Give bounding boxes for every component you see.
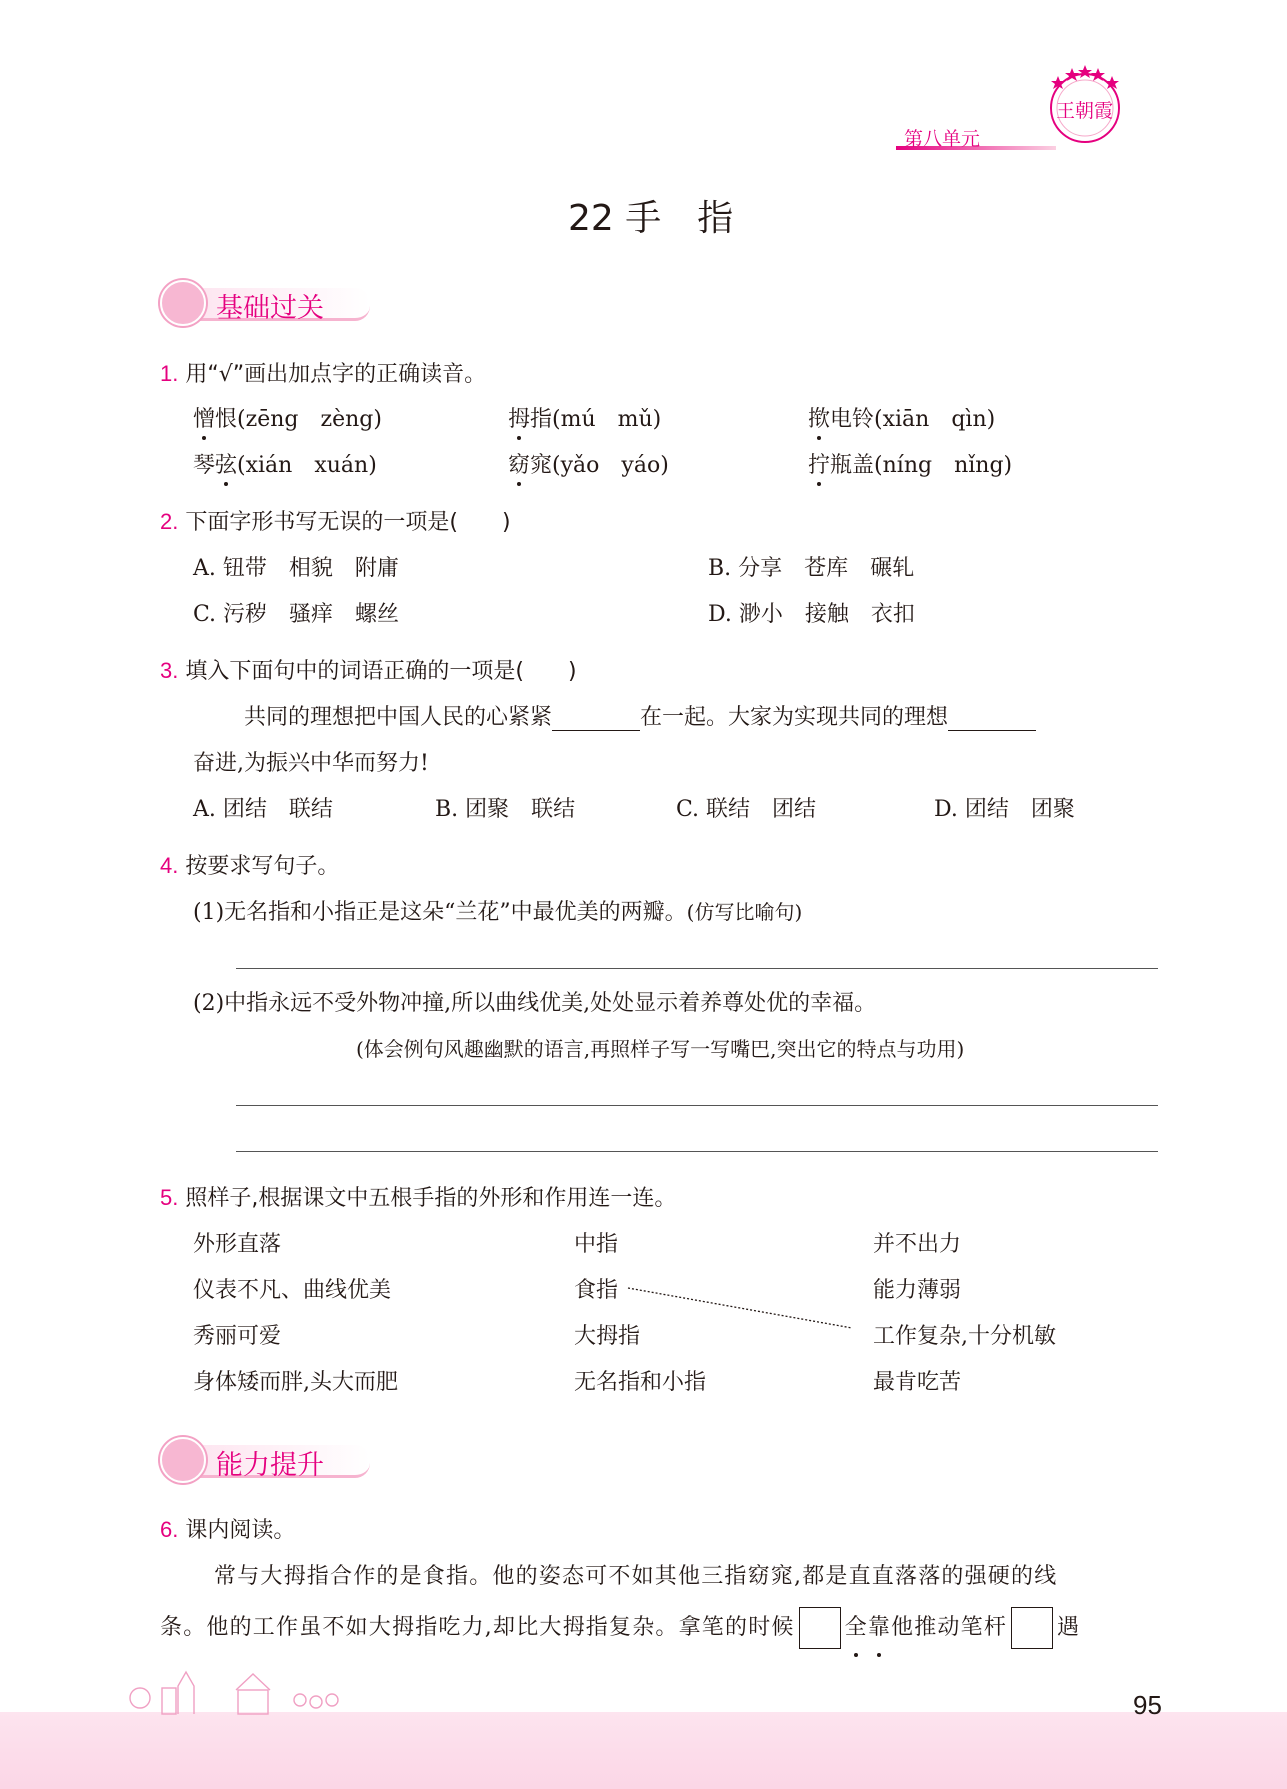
badge-face-icon <box>160 1437 206 1483</box>
q4-number: 4. <box>160 853 179 878</box>
q6-prompt <box>160 1513 295 1544</box>
section-basic-label: 基础过关 <box>216 293 324 324</box>
q3-text: 填入下面句中的词语正确的一项是( ) <box>185 659 577 684</box>
q3-sentence-line1: 共同的理想把中国人民的心紧紧 在一起。大家为实现共同的理想 <box>244 700 1036 731</box>
q2-number: 2. <box>160 509 179 534</box>
q2-option-b: B. 分享 苍库 碾轧 <box>708 556 915 581</box>
q5-example-connector <box>620 1280 860 1330</box>
q5-col1-item: 秀丽可爱 <box>193 1324 282 1349</box>
q5-col2-item: 无名指和小指 <box>574 1370 707 1395</box>
q1-item-6: 拧瓶盖(níng nǐng) <box>808 448 1012 479</box>
q1-item-3: 揿电铃(xiān qìn) <box>808 402 995 433</box>
q4-sentence-2: (2)中指永远不受外物冲撞,所以曲线优美,处处显示着养尊处优的幸福。 <box>193 991 877 1016</box>
q6-punct-box-2[interactable] <box>1011 1607 1053 1649</box>
q3-option-d: D. 团结 团聚 <box>934 797 1075 822</box>
page-number: 95 <box>1133 1690 1162 1720</box>
page-title: 22 手 指 <box>568 198 734 239</box>
section-ability-badge <box>160 1437 380 1481</box>
q3-number: 3. <box>160 658 179 683</box>
brand-name: 王朝霞 <box>1056 100 1114 122</box>
q6-paragraph-line2: 条。他的工作虽不如大拇指吃力,却比大拇指复杂。拿笔的时候 全靠他推动笔杆 遇 <box>160 1606 1080 1650</box>
q6-text-after: 他推动笔杆 <box>891 1615 1008 1640</box>
q5-col2-item: 中指 <box>574 1232 619 1257</box>
q5-number: 5. <box>160 1185 179 1210</box>
q5-prompt <box>160 1181 676 1212</box>
q5-col2-item: 大拇指 <box>574 1324 641 1349</box>
q2-text: 下面字形书写无误的一项是( ) <box>185 510 511 535</box>
badge-face-icon <box>160 280 206 326</box>
q1-item-2: 拇指(mú mǔ) <box>508 402 661 433</box>
q5-col3-item: 并不出力 <box>873 1232 962 1257</box>
q3-prompt <box>160 654 577 685</box>
q6-number: 6. <box>160 1517 179 1542</box>
q5-col1-item: 身体矮而胖,头大而肥 <box>193 1370 398 1395</box>
q3-sentence-line2: 奋进,为振兴中华而努力! <box>193 751 429 776</box>
brand-logo <box>1040 58 1130 148</box>
q1-item-4: 琴弦(xián xuán) <box>193 448 377 479</box>
q5-col3-item: 能力薄弱 <box>873 1278 962 1303</box>
q6-paragraph-line1: 常与大拇指合作的是食指。他的姿态可不如其他三指窈窕,都是直直落落的强硬的线 <box>214 1564 1058 1589</box>
q3-option-b: B. 团聚 联结 <box>435 797 576 822</box>
q2-prompt <box>160 505 511 536</box>
q2-option-d: D. 渺小 接触 衣扣 <box>708 602 915 627</box>
q2-option-c: C. 污秽 骚痒 螺丝 <box>193 602 400 627</box>
q4-text: 按要求写句子。 <box>185 854 340 879</box>
q1-item-1: 憎恨(zēng zèng) <box>193 402 382 433</box>
section-ability-label: 能力提升 <box>216 1450 324 1481</box>
footer-band <box>0 1712 1287 1789</box>
q5-col3-item: 最肯吃苦 <box>873 1370 962 1395</box>
q1-text: 用“√”画出加点字的正确读音。 <box>185 362 487 387</box>
q1-number: 1. <box>160 361 179 386</box>
q3-blank-2[interactable] <box>948 708 1036 731</box>
q5-col1-item: 仪表不凡、曲线优美 <box>193 1278 392 1303</box>
q1-item-5: 窈窕(yǎo yáo) <box>508 448 669 479</box>
unit-label: 第八单元 <box>904 128 981 150</box>
q3-option-c: C. 联结 团结 <box>676 797 817 822</box>
q4-hint-2: (体会例句风趣幽默的语言,再照样子写一写嘴巴,突出它的特点与功用) <box>356 1037 965 1061</box>
q4-answer-line-2[interactable] <box>236 1105 1158 1106</box>
q6-text: 课内阅读。 <box>185 1518 296 1543</box>
q5-col2-item: 食指 <box>574 1278 619 1303</box>
q4-answer-line-3[interactable] <box>236 1151 1158 1152</box>
q4-answer-line-1[interactable] <box>236 968 1158 969</box>
q5-col1-item: 外形直落 <box>193 1232 282 1257</box>
q3-option-a: A. 团结 联结 <box>193 797 333 822</box>
footer-castle-decoration <box>120 1658 420 1718</box>
q1-prompt <box>160 357 486 388</box>
q3-blank-1[interactable] <box>552 708 640 731</box>
q2-option-a: A. 钮带 相貌 附庸 <box>193 556 399 581</box>
q6-punct-box-1[interactable] <box>799 1607 841 1649</box>
section-basic-badge <box>160 280 380 324</box>
q5-col3-item: 工作复杂,十分机敏 <box>873 1324 1056 1349</box>
q4-prompt <box>160 849 339 880</box>
q5-text: 照样子,根据课文中五根手指的外形和作用连一连。 <box>185 1186 677 1211</box>
q4-sentence-1: (1)无名指和小指正是这朵“兰花”中最优美的两瓣。(仿写比喻句) <box>193 900 803 925</box>
